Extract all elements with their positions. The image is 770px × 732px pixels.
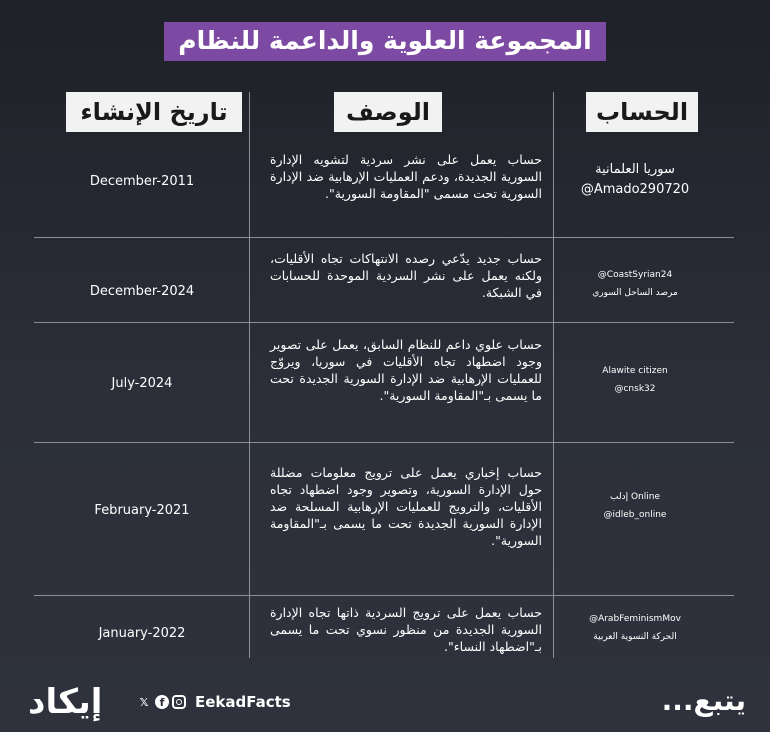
- account-name: الحركة النسوية العربية: [593, 632, 677, 642]
- column-divider: [553, 92, 554, 658]
- table-row-account: [555, 160, 715, 200]
- instagram-icon[interactable]: [172, 695, 186, 709]
- account-name: مرصد الساحل السوري: [592, 288, 678, 298]
- table-row-date: July-2024: [111, 376, 173, 391]
- account-handle: @CoastSyrian24: [597, 270, 673, 280]
- account-name: إدلب Online: [610, 492, 660, 502]
- brand-logo: إيكاد: [28, 682, 103, 722]
- social-links: [136, 692, 291, 712]
- account-handle: @ArabFeminismMov: [589, 614, 681, 624]
- page-title: المجموعة العلوية والداعمة للنظام: [164, 22, 605, 61]
- header-date: تاريخ الإنشاء: [66, 92, 242, 132]
- table-row-date: February-2021: [94, 503, 190, 518]
- account-name: Alawite citizen: [602, 366, 668, 376]
- row-divider: [34, 237, 734, 238]
- row-divider: [34, 595, 734, 596]
- table-row-account: [555, 610, 715, 646]
- table-row-description: حساب إخباري يعمل على ترويج معلومات مضللة حول الإدارة السورية، وتصوير وجود اضطهاد تجاه الأقليات، والترويج للعمليات الإرهابية المسلحة ضد الإدارة السورية الجديدة تحت ما يسمى بـ"المقاومة السورية".: [270, 465, 542, 548]
- header-description: الوصف: [334, 92, 442, 132]
- table-row-account: [555, 266, 715, 302]
- to-be-continued-label: يتبع...: [661, 684, 746, 717]
- table-row-date: December-2011: [89, 174, 195, 189]
- facebook-icon[interactable]: f: [155, 695, 169, 709]
- footer: [0, 684, 770, 724]
- header-account: الحساب: [586, 92, 698, 132]
- table-row-description: حساب يعمل على ترويج السردية ذاتها تجاه الإدارة السورية الجديدة من منظور نسوي تحت ما يسمى بـ"اضطهاد النساء".: [270, 605, 542, 654]
- row-divider: [34, 442, 734, 443]
- table-row-date: December-2024: [89, 284, 195, 299]
- table-row-description: حساب جديد يدّعي رصده الانتهاكات تجاه الأقليات، ولكنه يعمل على نشر السردية الموحدة للحسابات في الشبكة.: [270, 251, 542, 300]
- table-row-description: حساب علوي داعم للنظام السابق، يعمل على تصوير وجود اضطهاد تجاه الأقليات في سوريا، ويروّج للعمليات الإرهابية ضد الإدارة السورية الجديدة تحت ما يسمى بـ"المقاومة السورية".: [270, 337, 542, 403]
- table-row-account: [555, 488, 715, 524]
- row-divider: [34, 322, 734, 323]
- account-handle: @Amado290720: [580, 182, 690, 197]
- table-row-account: [555, 362, 715, 398]
- table-row-date: January-2022: [98, 626, 186, 641]
- account-handle: @cnsk32: [614, 384, 656, 394]
- account-handle: @idleb_online: [603, 510, 667, 520]
- account-name: سوريا العلمانية: [595, 162, 675, 177]
- column-divider: [249, 92, 250, 658]
- social-handle[interactable]: EekadFacts: [195, 693, 291, 711]
- table-row-description: حساب يعمل على نشر سردية لتشويه الإدارة السورية الجديدة، ودعم العمليات الإرهابية ضد الإدارة السورية تحت مسمى "المقاومة السورية".: [270, 152, 542, 201]
- x-icon[interactable]: 𝕏: [139, 695, 149, 709]
